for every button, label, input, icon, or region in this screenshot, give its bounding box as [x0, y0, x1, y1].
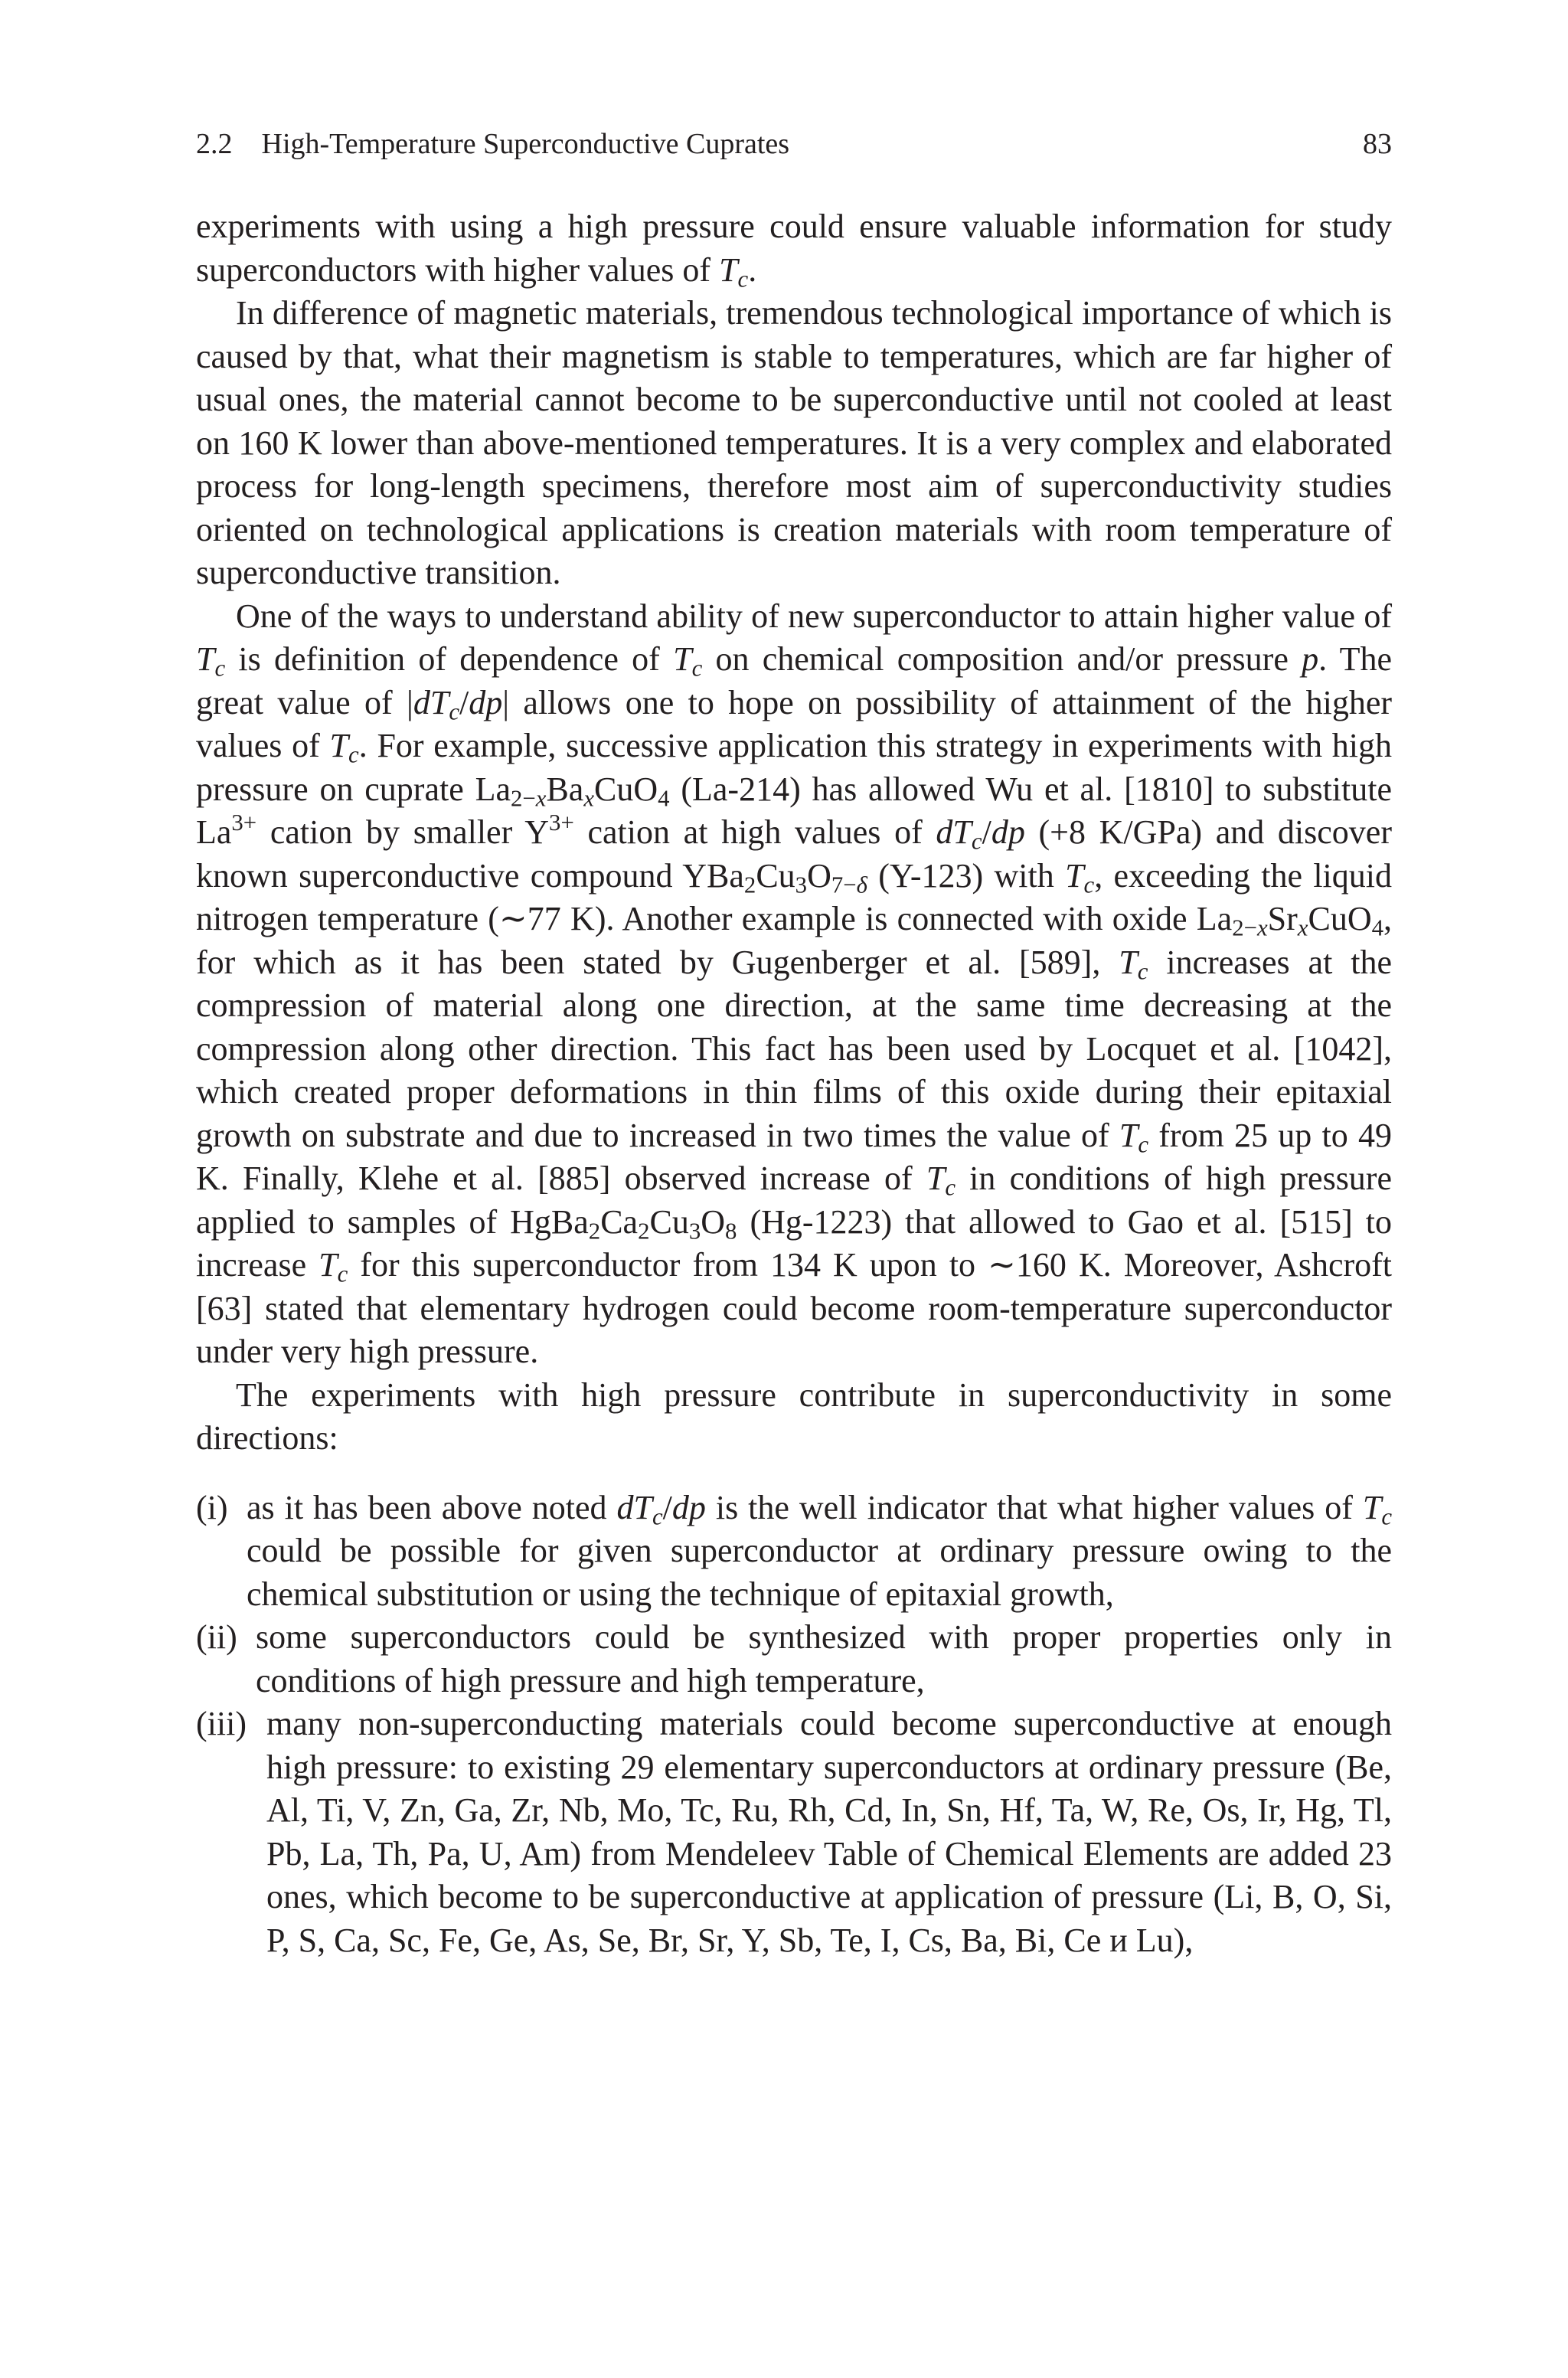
list-item-text: many non-superconducting materials could become superconductive at enough high pressure: to existing 29 elementary superconductors at ordinary pressure (Be, Al, Ti, V, Zn, Ga, Zr, Nb, Mo, Tc, Ru, Rh, Cd, In, Sn, Hf, Ta, W, Re, Os, Ir, Hg, Tl, Pb, La, Th, Pa, U, Am) from Mendeleev Table of Chemical Elements are added 23 ones, which become to be superconductive at application of pressure (Li, B, O, Si, P, S, Ca, Sc, Fe, Ge, As, Se, Br, Sr, Y, Sb, Te, I, Cs, Ba, Bi, Ce и Lu), [266, 1705, 1392, 1959]
list-item-text: as it has been above noted $dT_c/dp$ is the well indicator that what higher values of $T_c$ could be possible for given superconductor at ordinary pressure owing to the chemical substitution or using the technique of epitaxial growth, [247, 1488, 1392, 1613]
list-item [196, 1703, 1392, 1962]
page-number: 83 [1363, 128, 1392, 160]
page-body [196, 205, 1392, 1962]
section-title: 2.2 High-Temperature Superconductive Cuprates [196, 128, 790, 160]
paragraph: One of the ways to understand ability of new superconductor to attain higher value of $T_c$ is definition of dependence of $T_c$ on chemical composition and/or pressure p. The great value of $|dT_c/dp|$ allows one to hope on possibility of attainment of the higher values of $T_c$. For example, successive application this strategy in experiments with high pressure on cuprate $La_{2-x}Ba_xCuO_4$ (La-214) has allowed Wu et al. [1810] to substitute $La^{3+}$ cation by smaller $Y^{3+}$ cation at high values of $dT_c/dp$ (+8 K/GPa) and discover known superconductive compound $YBa_2Cu_3O_{7-\delta}$ (Y-123) with $T_c$, exceeding the liquid nitrogen temperature (∼77 K). Another example is connected with oxide $La_{2-x}Sr_xCuO_4$, for which as it has been stated by Gugenberger et al. [589], $T_c$ increases at the compression of material along one direction, at the same time decreasing at the compression along other direction. This fact has been used by Locquet et al. [1042], which created proper deformations in thin films of this oxide during their epitaxial growth on substrate and due to increased in two times the value of $T_c$ from 25 up to 49 K. Finally, Klehe et al. [885] observed increase of $T_c$ in conditions of high pressure applied to samples of $HgBa_2Ca_2Cu_3O_8$ (Hg-1223) that allowed to Gao et al. [515] to increase $T_c$ for this superconductor from 134 K upon to ∼160 K. Moreover, Ashcroft [63] stated that elementary hydrogen could become room-temperature superconductor under very high pressure. [196, 597, 1393, 1370]
list-item-label: (ii) [196, 1618, 237, 1656]
list-item [196, 1487, 1392, 1617]
enumerated-list [196, 1487, 1392, 1963]
list-item-label: (i) [196, 1488, 228, 1526]
paragraph: In difference of magnetic materials, tremendous technological importance of which is caused by that, what their magnetism is stable to temperatures, which are far higher of usual ones, the material cannot become to be superconductive until not cooled at least on 160 K lower than above-mentioned temperatures. It is a very complex and elaborated process for long-length specimens, therefore most aim of superconductivity studies oriented on technological applications is creation materials with room temperature of superconductive transition. [196, 294, 1392, 591]
list-item-text: some superconductors could be synthesized with proper properties only in conditions of high pressure and high temperature, [256, 1618, 1392, 1699]
paragraph: experiments with using a high pressure could ensure valuable information for study superconductors with higher values of $T_c$. [196, 208, 1392, 293]
running-header [196, 121, 1392, 167]
paragraph: The experiments with high pressure contribute in superconductivity in some directions: [196, 1375, 1392, 1457]
list-item-label: (iii) [196, 1705, 247, 1742]
list-item [196, 1616, 1392, 1703]
